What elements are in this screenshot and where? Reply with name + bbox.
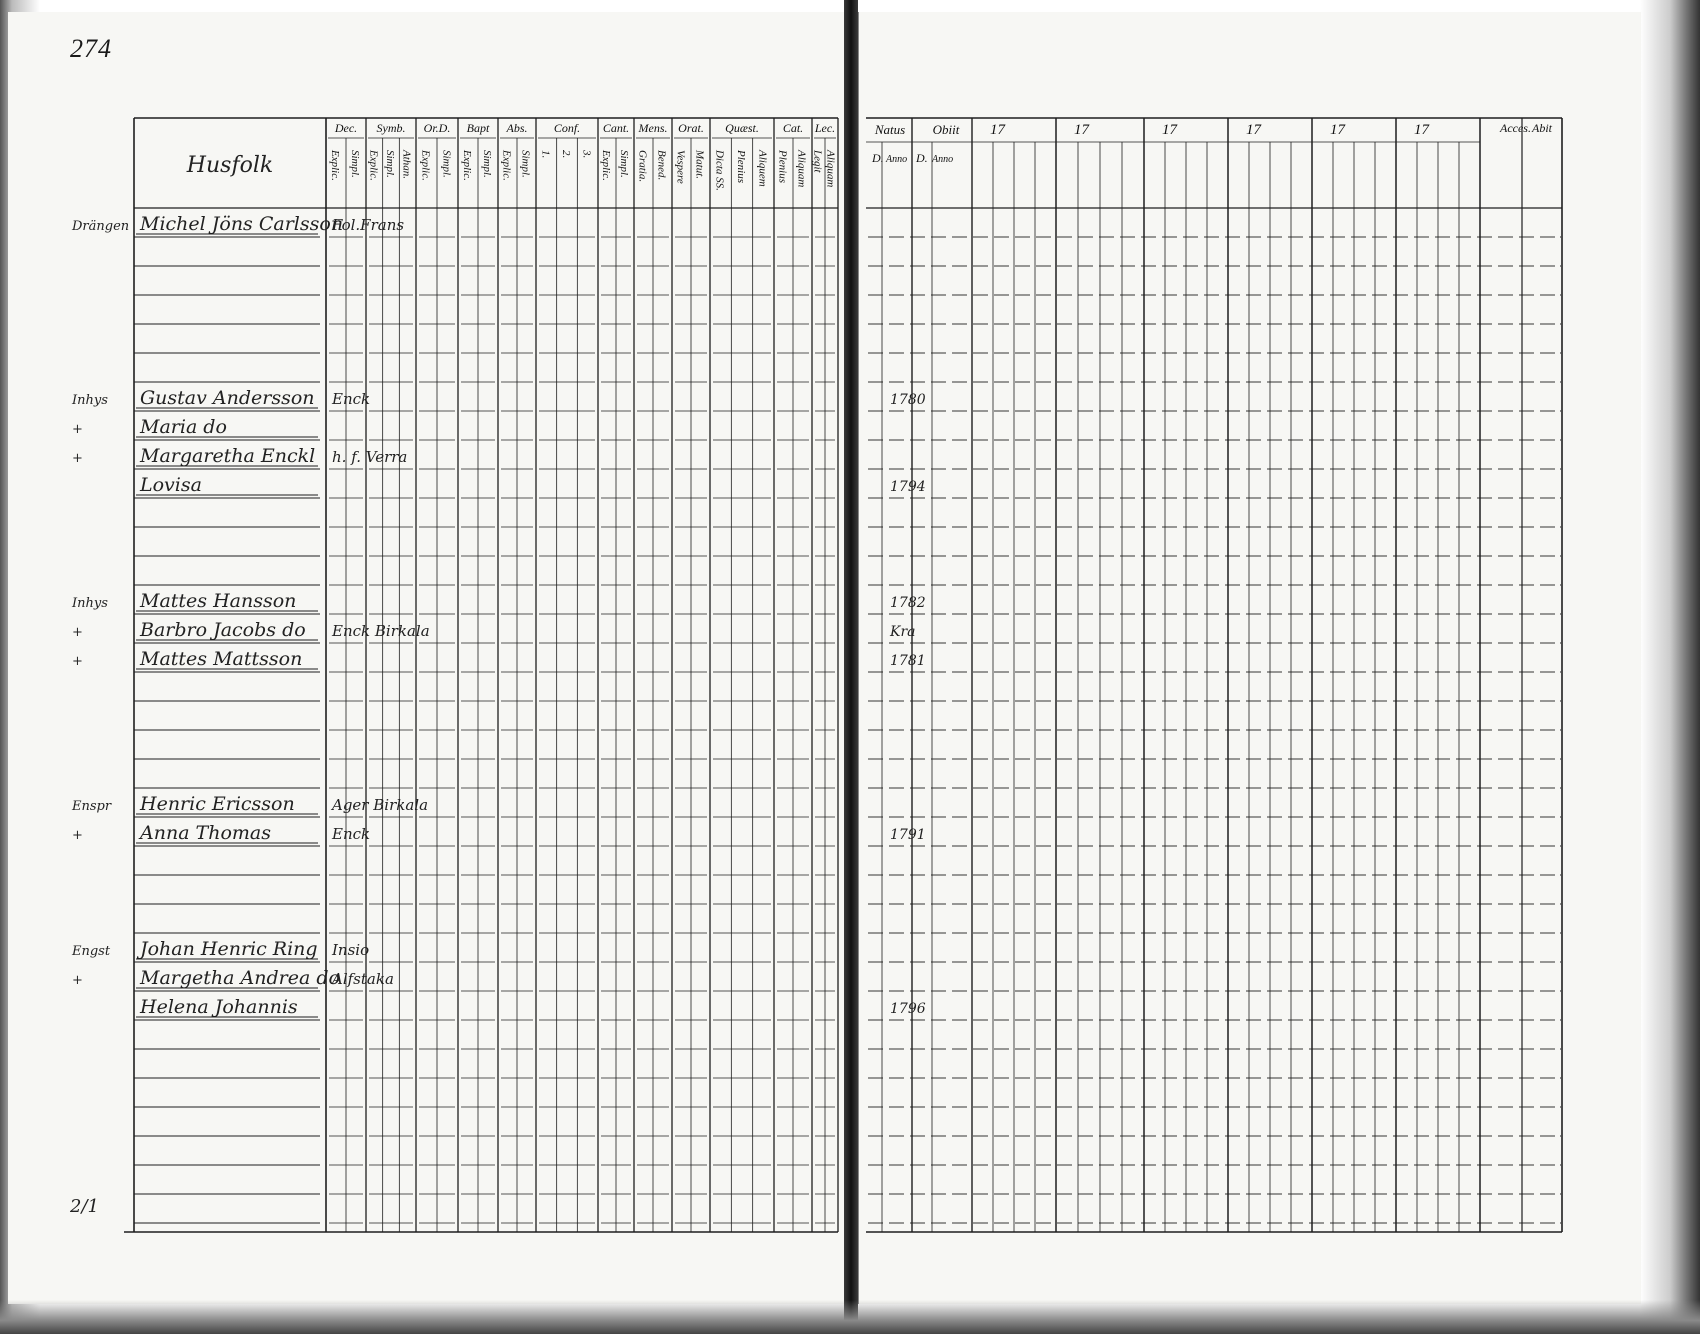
group-header-8: Mens. bbox=[638, 121, 668, 135]
entry-margin-note: + bbox=[72, 422, 83, 437]
entry-name: Henric Ericsson bbox=[140, 793, 295, 815]
name-column-header: Husfolk bbox=[186, 153, 274, 178]
entry-birth-year: 1782 bbox=[890, 595, 926, 611]
subcolumn-label: Explic. bbox=[419, 150, 432, 181]
entry-birth-year: 1781 bbox=[890, 653, 926, 669]
entry-name: Margaretha Enckl bbox=[140, 445, 316, 467]
entry-margin-note: Drängen bbox=[72, 219, 130, 234]
entry-birth-year: 1794 bbox=[890, 479, 926, 495]
subcolumn-label: Bened. bbox=[655, 150, 668, 181]
entry-birth-year: 1796 bbox=[890, 1001, 926, 1017]
year-header-6: 17 bbox=[1414, 122, 1429, 138]
subcolumn-label: Vespere bbox=[674, 150, 687, 184]
entry-name: Gustav Andersson bbox=[140, 387, 315, 409]
entry-marks: Enck bbox=[332, 390, 371, 408]
subcolumn-label: Explic. bbox=[367, 150, 380, 181]
subcolumn-label: Simpl. bbox=[384, 150, 396, 178]
entry-margin-note: + bbox=[72, 625, 83, 640]
entry-marks: Alfstaka bbox=[332, 970, 394, 988]
entry-name: Margetha Andrea do bbox=[140, 967, 340, 989]
page-number: 274 bbox=[70, 34, 112, 63]
entry-margin-note: Inhys bbox=[72, 596, 108, 611]
corner-note: 2/1 bbox=[70, 1196, 99, 1217]
natus-year-label: Anno bbox=[886, 154, 908, 165]
group-header-4: Bapt bbox=[466, 121, 490, 135]
subcolumn-label: Matut. bbox=[693, 150, 706, 180]
subcolumn-label: Dicta SS. bbox=[713, 150, 726, 191]
group-header-12: Lec. bbox=[814, 121, 836, 135]
subcolumn-label: Simpl. bbox=[481, 150, 493, 178]
accessit-header: Acces. bbox=[1500, 121, 1531, 135]
group-header-7: Cant. bbox=[602, 121, 630, 135]
entry-marks: Ager Birkala bbox=[332, 796, 429, 814]
entry-marks: h. f. Verra bbox=[332, 448, 408, 466]
entry-name: Lovisa bbox=[140, 474, 202, 496]
subcolumn-label: Simpl. bbox=[349, 150, 361, 178]
natus-day-label: D. bbox=[872, 151, 884, 165]
entry-margin-note: + bbox=[72, 828, 83, 843]
entry-margin-note: Engst bbox=[72, 944, 111, 959]
entry-marks: Enck bbox=[332, 825, 371, 843]
entry-name: Anna Thomas bbox=[140, 822, 272, 844]
subcolumn-label: Explic. bbox=[600, 150, 612, 181]
group-header-11: Cat. bbox=[782, 121, 804, 135]
entry-margin-note: + bbox=[72, 654, 83, 669]
entry-name: Helena Johannis bbox=[140, 996, 298, 1018]
subcolumn-label: 3. bbox=[580, 150, 593, 159]
obiit-day-label: D. bbox=[916, 151, 928, 165]
obiit-header: Obiit bbox=[932, 122, 960, 137]
entry-name: Mattes Hansson bbox=[140, 590, 297, 612]
subcolumn-label: Plenius bbox=[735, 150, 747, 183]
subcolumn-label: Legit bbox=[811, 150, 824, 173]
subcolumn-label: Athan. bbox=[400, 150, 413, 180]
entry-name: Barbro Jacobs do bbox=[140, 619, 306, 641]
subcolumn-label: Simpl. bbox=[519, 150, 532, 178]
year-header-1: 17 bbox=[990, 122, 1005, 138]
entry-marks: Enck Birkala bbox=[332, 622, 430, 640]
entry-margin-note: Inhys bbox=[72, 393, 108, 408]
entry-name: Michel Jöns Carlsson bbox=[140, 213, 344, 235]
subcolumn-label: 2. bbox=[560, 150, 572, 159]
entry-margin-note: + bbox=[72, 973, 83, 988]
year-header-2: 17 bbox=[1074, 122, 1089, 138]
entry-birth-year: 1791 bbox=[890, 827, 926, 843]
group-header-5: Abs. bbox=[506, 121, 528, 135]
subcolumn-label: Plenius bbox=[776, 150, 789, 183]
subcolumn-label: Aliquam bbox=[795, 150, 808, 188]
entry-name: Maria do bbox=[140, 416, 227, 438]
group-header-6: Conf. bbox=[553, 121, 581, 135]
group-header-1: Dec. bbox=[334, 121, 358, 135]
entry-birth-year: 1780 bbox=[890, 392, 926, 408]
entry-margin-note: Enspr bbox=[72, 799, 112, 814]
obiit-year-label: Anno bbox=[932, 154, 954, 165]
entry-margin-note: + bbox=[72, 451, 83, 466]
abit-header: Abit bbox=[1532, 121, 1552, 135]
subcolumn-label: Gratia. bbox=[636, 150, 649, 183]
entry-marks: Insio bbox=[332, 941, 370, 959]
subcolumn-label: Explic. bbox=[500, 150, 513, 181]
group-header-3: Or.D. bbox=[423, 121, 451, 135]
year-header-4: 17 bbox=[1246, 122, 1261, 138]
subcolumn-label: Explic. bbox=[461, 150, 473, 181]
group-header-9: Orat. bbox=[678, 121, 704, 135]
entry-marks: Fol.Frans bbox=[332, 216, 405, 234]
subcolumn-label: 1. bbox=[539, 150, 552, 159]
year-header-5: 17 bbox=[1330, 122, 1345, 138]
group-header-2: Symb. bbox=[376, 121, 406, 135]
natus-header: Natus bbox=[874, 122, 906, 137]
entry-birth-year: Kra bbox=[890, 624, 916, 640]
subcolumn-label: Explic. bbox=[329, 150, 341, 181]
subcolumn-label: Aliquam bbox=[824, 150, 837, 188]
year-header-3: 17 bbox=[1162, 122, 1177, 138]
subcolumn-label: Simpl. bbox=[618, 150, 630, 178]
entry-name: Johan Henric Ring bbox=[140, 938, 318, 960]
subcolumn-label: Aliquem bbox=[756, 150, 769, 187]
subcolumn-label: Simpl. bbox=[440, 150, 453, 178]
entry-name: Mattes Mattsson bbox=[140, 648, 303, 670]
group-header-10: Quæst. bbox=[725, 121, 759, 135]
